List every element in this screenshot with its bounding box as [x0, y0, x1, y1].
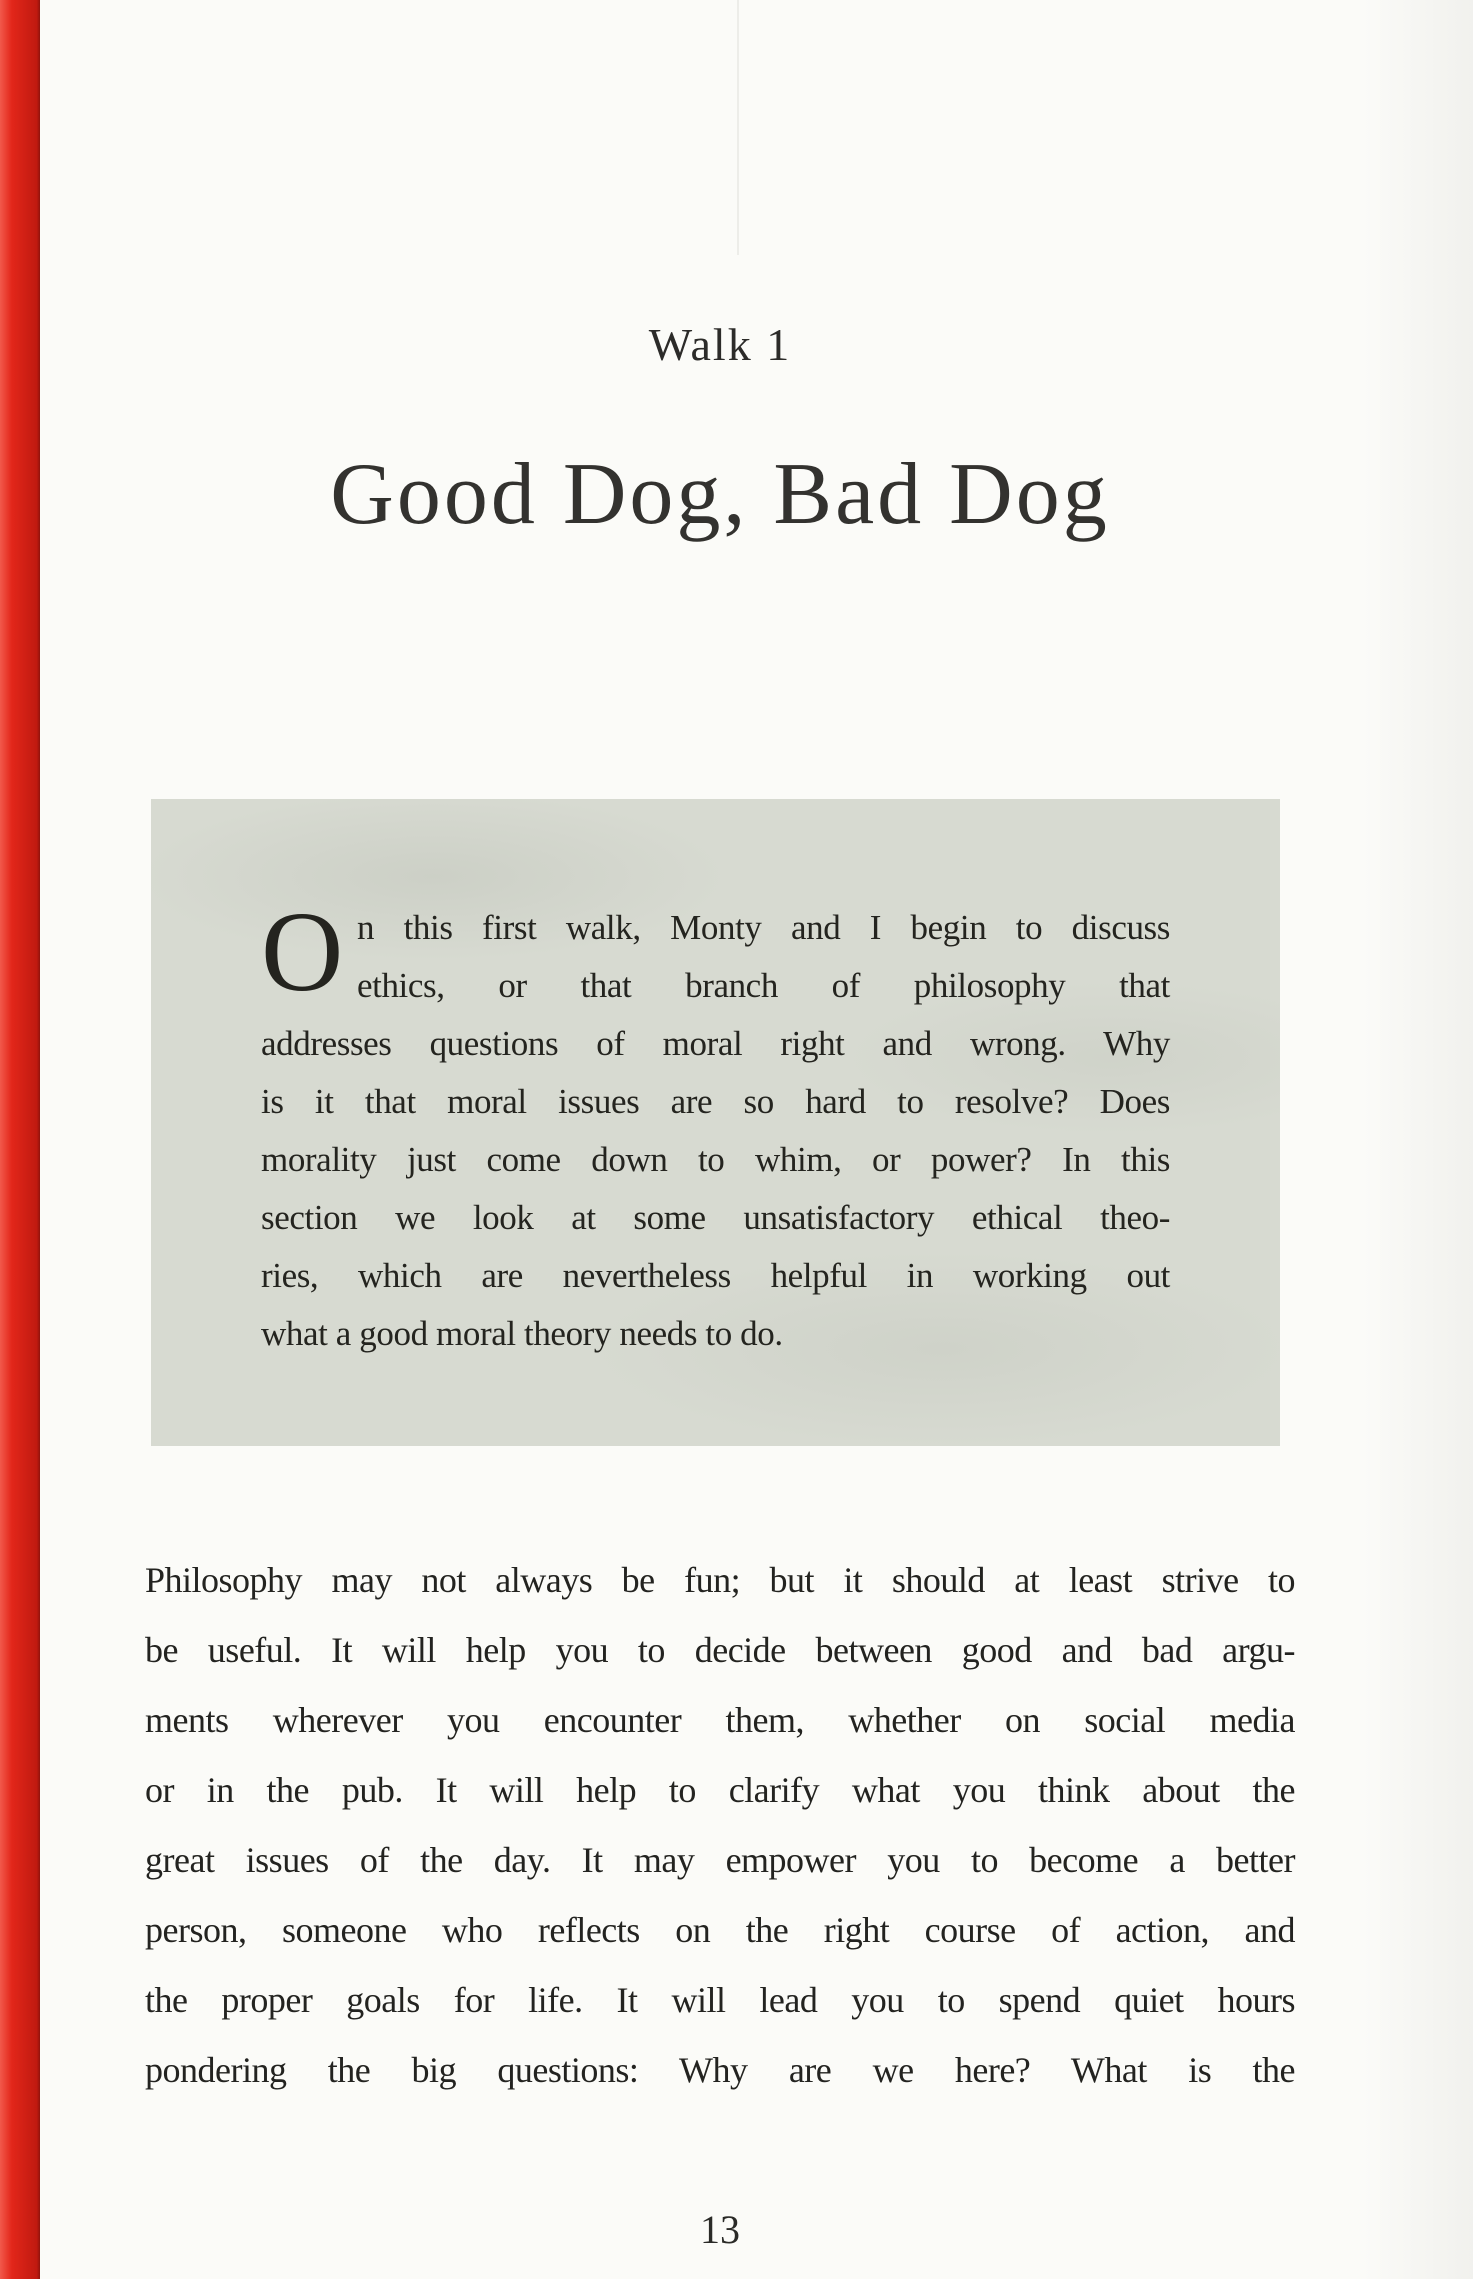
body-line: or in the pub. It will help to clarify what you think about the	[145, 1770, 1295, 1810]
body-line: be useful. It will help you to decide between good and bad argu-	[145, 1630, 1295, 1670]
book-spine-strip	[0, 0, 40, 2279]
body-line: ments wherever you encounter them, whether on social media	[145, 1700, 1295, 1740]
intro-paragraph	[261, 888, 1170, 1363]
intro-line: addresses questions of moral right and wrong. Why	[261, 1024, 1170, 1063]
intro-line: section we look at some unsatisfactory ethical theo-	[261, 1198, 1170, 1237]
body-line: person, someone who reflects on the right course of action, and	[145, 1910, 1295, 1950]
body-paragraph	[145, 1545, 1295, 2105]
scan-crease	[737, 0, 739, 255]
drop-cap: O	[261, 888, 343, 1015]
intro-line: what a good moral theory needs to do.	[261, 1314, 783, 1353]
intro-line: morality just come down to whim, or power? In this	[261, 1140, 1170, 1179]
intro-line: ethics, or that branch of philosophy that	[357, 966, 1170, 1005]
body-line: Philosophy may not always be fun; but it should at least strive to	[145, 1560, 1295, 1600]
intro-line: is it that moral issues are so hard to resolve? Does	[261, 1082, 1170, 1121]
page-number: 13	[700, 2207, 740, 2252]
intro-line: n this first walk, Monty and I begin to discuss	[357, 908, 1170, 947]
body-line: great issues of the day. It may empower you to become a better	[145, 1840, 1295, 1880]
intro-highlight-box	[151, 799, 1280, 1446]
body-line: the proper goals for life. It will lead you to spend quiet hours	[145, 1980, 1295, 2020]
body-line: pondering the big questions: Why are we here? What is the	[145, 2050, 1295, 2090]
intro-line: ries, which are nevertheless helpful in working out	[261, 1256, 1170, 1295]
chapter-kicker: Walk 1	[648, 319, 792, 370]
chapter-title: Good Dog, Bad Dog	[330, 446, 1110, 543]
